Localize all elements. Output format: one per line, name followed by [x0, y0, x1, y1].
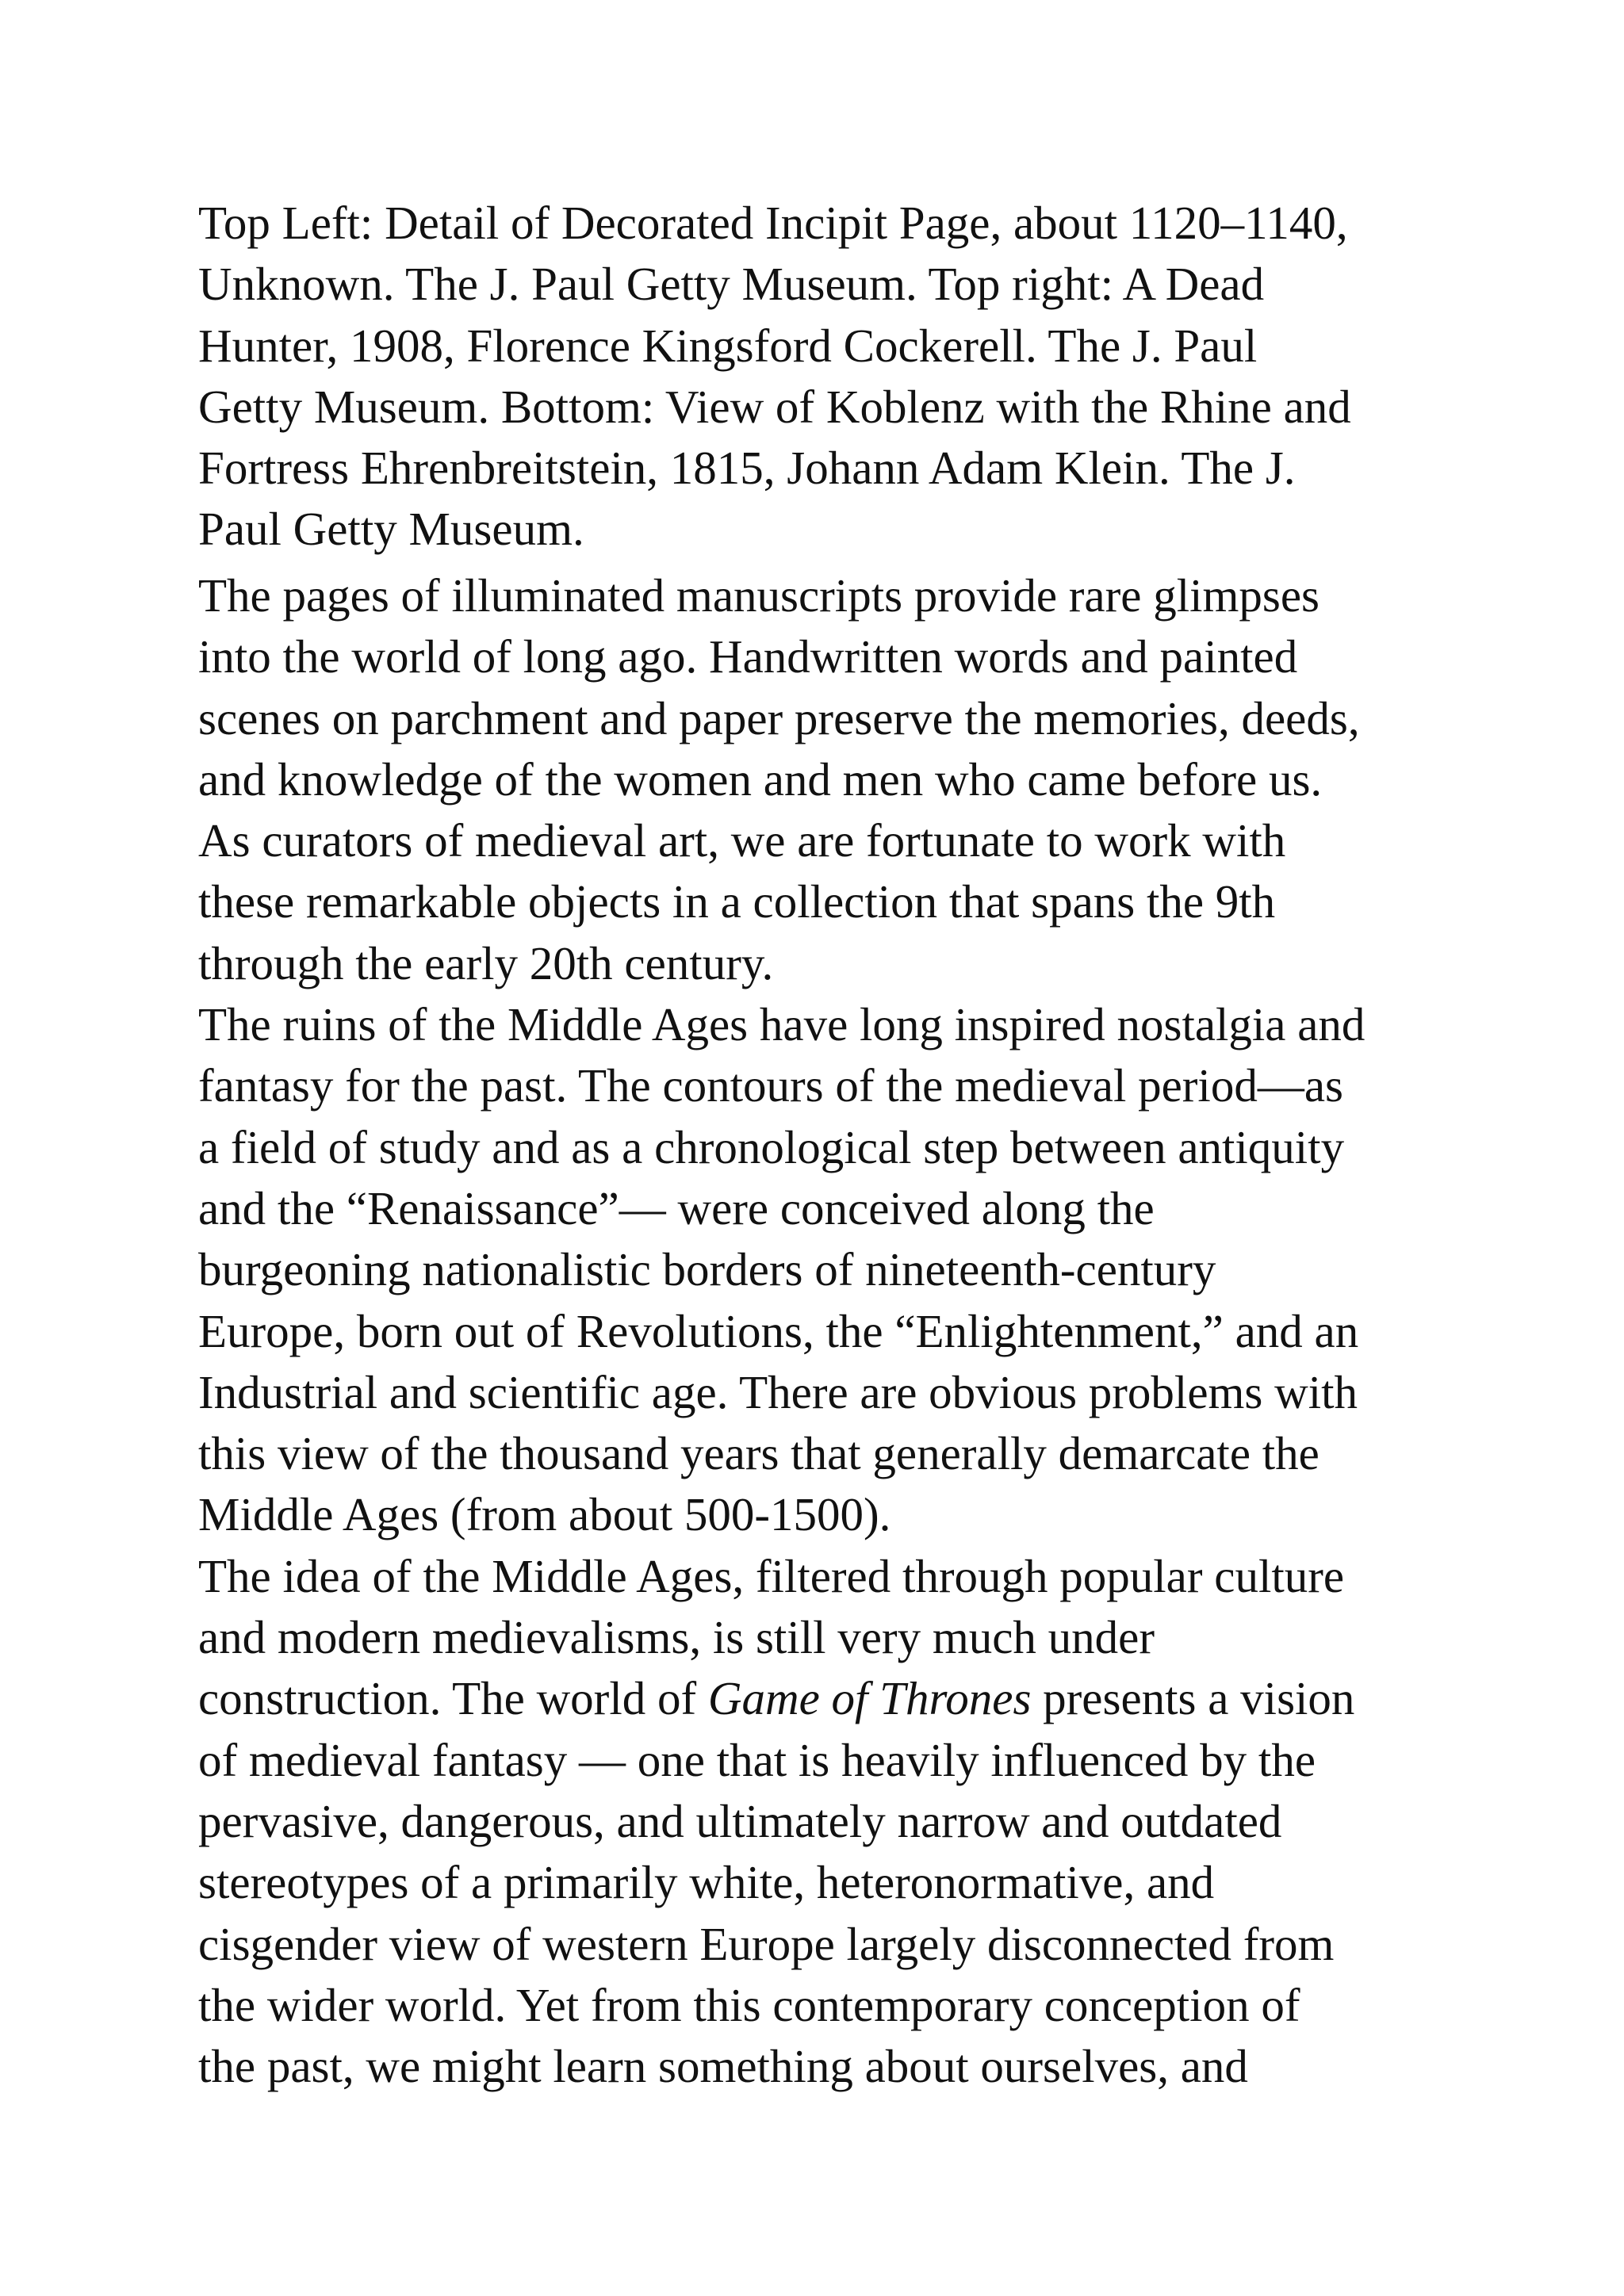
body-line: stereotypes of a primarily white, heteronormative, and: [198, 1856, 1215, 1909]
body-line: Europe, born out of Revolutions, the “Enlightenment,” and an: [198, 1304, 1359, 1357]
body-line: of medieval fantasy — one that is heavily influenced by the: [198, 1733, 1316, 1786]
body-line: The idea of the Middle Ages, filtered through popular culture: [198, 1549, 1345, 1602]
image-caption: [198, 193, 1467, 561]
body-line: The ruins of the Middle Ages have long inspired nostalgia and: [198, 998, 1365, 1051]
body-line: As curators of medieval art, we are fortunate to work with: [198, 814, 1286, 867]
caption-line: Top Left: Detail of Decorated Incipit Page, about 1120–1140,: [198, 197, 1348, 249]
body-line: the wider world. Yet from this contemporary conception of: [198, 1978, 1300, 2031]
body-line: scenes on parchment and paper preserve the memories, deeds,: [198, 691, 1360, 744]
body-line: pervasive, dangerous, and ultimately narrow and outdated: [198, 1794, 1282, 1847]
body-line: The pages of illuminated manuscripts provide rare glimpses: [198, 569, 1320, 622]
body-line-with-title: [198, 1668, 1467, 1729]
caption-line: Unknown. The J. Paul Getty Museum. Top right: A Dead: [198, 258, 1265, 311]
body-line: into the world of long ago. Handwritten words and painted: [198, 630, 1298, 683]
work-title: Game of Thrones: [707, 1672, 1032, 1725]
body-line: and modern medievalisms, is still very much under: [198, 1611, 1155, 1664]
body-line: a field of study and as a chronological step between antiquity: [198, 1120, 1345, 1173]
body-line: and the “Renaissance”— were conceived along the: [198, 1181, 1155, 1234]
caption-line: Getty Museum. Bottom: View of Koblenz with the Rhine and: [198, 380, 1351, 433]
caption-line: Fortress Ehrenbreitstein, 1815, Johann Adam Klein. The J.: [198, 442, 1296, 495]
body-line: this view of the thousand years that generally demarcate the: [198, 1427, 1320, 1480]
body-text: [198, 565, 1467, 2097]
body-line: the past, we might learn something about ourselves, and: [198, 2040, 1248, 2093]
caption-line: Hunter, 1908, Florence Kingsford Cockerell. The J. Paul: [198, 319, 1258, 372]
body-line-start: construction. The world of: [198, 1672, 708, 1725]
caption-line: Paul Getty Museum.: [198, 503, 584, 556]
body-line-end: presents a vision: [1031, 1672, 1355, 1725]
body-line: burgeoning nationalistic borders of nineteenth-century: [198, 1243, 1216, 1296]
body-line: through the early 20th century.: [198, 936, 774, 989]
body-line: these remarkable objects in a collection that spans the 9th: [198, 875, 1276, 928]
body-line: and knowledge of the women and men who came before us.: [198, 752, 1323, 806]
body-line: Industrial and scientific age. There are obvious problems with: [198, 1365, 1358, 1418]
body-line: fantasy for the past. The contours of the medieval period—as: [198, 1059, 1343, 1112]
body-line: Middle Ages (from about 500-1500).: [198, 1488, 891, 1541]
body-line: cisgender view of western Europe largely disconnected from: [198, 1917, 1335, 1970]
